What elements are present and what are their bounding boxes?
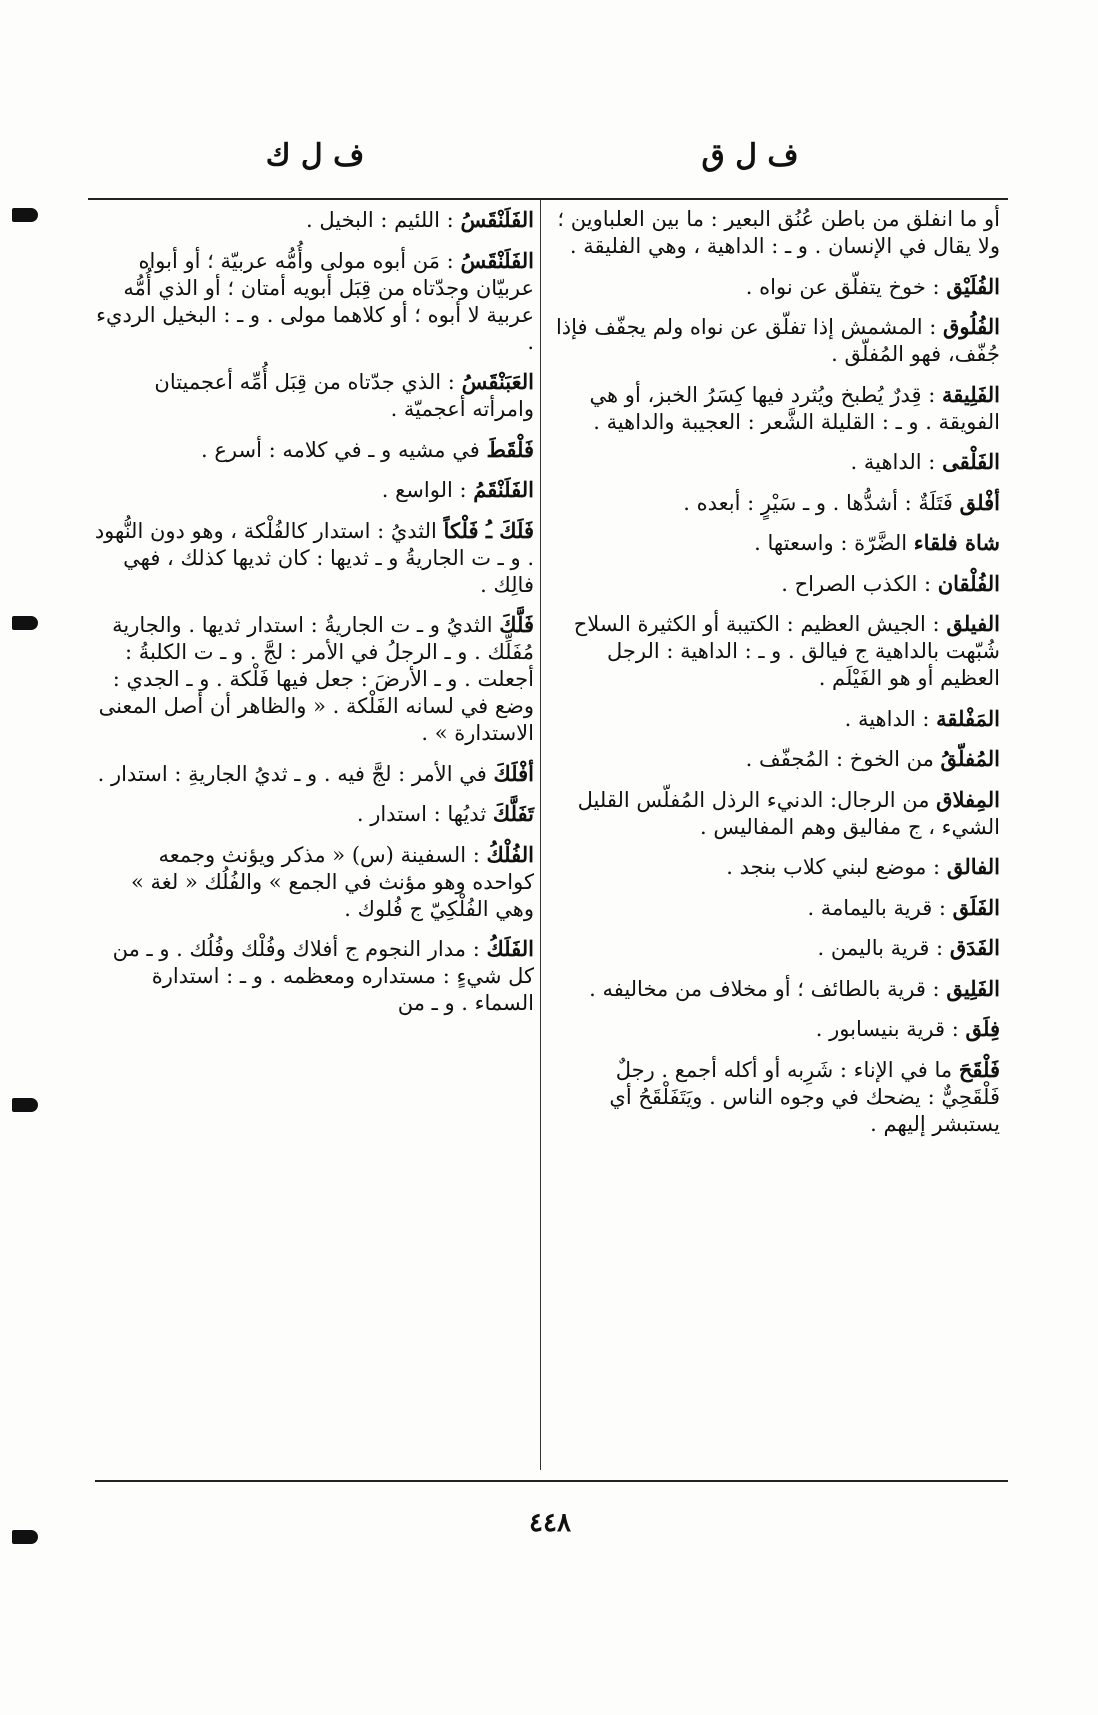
entry-text: : قرية بنيسابور .: [815, 1017, 959, 1041]
entry-text: ثديُها : استدار .: [356, 802, 487, 826]
entry-text: من الخوخ : المُجفّف .: [745, 747, 934, 771]
entry-text: : الجيش العظيم : الكتيبة أو الكثيرة السلاح شُبّهت بالداهية ج فيالق . و ـ : الداهية : الرجل العظيم أو هو الفَيْلَم .: [573, 612, 1000, 690]
edge-tab-mark: [12, 208, 38, 222]
entry-text: : موضع لبني كلاب بنجد .: [726, 855, 941, 879]
entry-text: : الداهية .: [850, 450, 936, 474]
entry: [552, 610, 1000, 692]
entry: [552, 489, 1000, 517]
entry: [92, 436, 534, 464]
entry-text: : الواسع .: [381, 478, 467, 502]
entry-text: : قرية باليمامة .: [807, 895, 946, 920]
headword: الفَلِيق: [946, 975, 1000, 1001]
headword: المُفلّقُ: [940, 746, 1000, 771]
entry: [552, 975, 1000, 1003]
headword: فَلْقَطَ: [486, 436, 534, 462]
entry: [552, 705, 1000, 733]
bottom-rule: [95, 1480, 1008, 1482]
entry: [552, 529, 1000, 557]
entry: [92, 760, 534, 788]
entry-text: الثديُ و ـ ت الجاريةُ : استدار ثديها . والجارية مُفَلِّك . و ـ الرجلُ في الأمر : لجَّ . و ـ ت الكلبةُ : أجعلت . و ـ الأرضَ : جعل فيها فَلْكة . و ـ الجدي : وضع في لسانه الفَلْكة . « والظاهر أن أصل المعنى الاستدارة » .: [98, 613, 534, 745]
headword: الفُلَيْق: [946, 273, 1000, 299]
headword: أفْلق: [959, 489, 1000, 515]
entry: [92, 247, 534, 356]
headword: الفالق: [946, 854, 1000, 879]
headword: العَبَنْقَسُ: [461, 369, 534, 394]
left-column-header: ف ل ك: [265, 138, 365, 173]
headword: الفُلُوق: [943, 314, 1000, 339]
entry: [92, 476, 534, 504]
entry: [552, 786, 1000, 841]
entry-text: الضَّرّة : واسعتها .: [754, 531, 908, 555]
left-column: [92, 206, 534, 1030]
headword: فَلَكَ ـُ فَلْكاً: [443, 517, 534, 543]
headword: الفُلْقان: [937, 570, 1000, 596]
entry: [552, 448, 1000, 476]
headword: الفُلْكُ: [486, 841, 534, 867]
headword: شاة فلقاء: [913, 530, 1000, 555]
entry: [552, 1056, 1000, 1138]
entry: [552, 934, 1000, 962]
edge-tab-mark: [12, 616, 38, 630]
entry-text: : المشمش إذا تفلّق عن نواه ولم يجفّف فإذا جُفّف، فهو المُفلّق .: [555, 315, 1000, 366]
edge-tab-mark: [12, 1530, 38, 1544]
entry-text: ما في الإناء : شَرِبه أو أكله أجمع . رجلٌ فَلْقَحِيٌّ : يضحك في وجوه الناس . ويَتَفَلْقَحُ أي يستبشر إليهم .: [609, 1057, 1000, 1136]
entry: [92, 206, 534, 234]
entry-text: : الذي جدّتاه من قِبَل أُمِّه أعجميتان وامرأته أعجميّة .: [154, 370, 534, 421]
headword: المِفلاق: [936, 786, 1000, 812]
top-rule: [88, 198, 1008, 200]
column-divider: [540, 200, 541, 1470]
entry: [552, 894, 1000, 922]
entry-text: : السفينة (س) « مذكر ويؤنث وجمعه كواحده وهو مؤنث في الجمع » والفُلُك « لغة » وهي الفُلْكِيّ ج فُلوك .: [130, 842, 534, 921]
entry: [552, 1015, 1000, 1043]
headword: الفَلَنْقَسُ: [460, 247, 534, 273]
entry-text: : اللئيم : البخيل .: [306, 208, 454, 232]
page-number: ٤٤٨: [529, 1508, 571, 1538]
entry: [552, 745, 1000, 773]
entry: [92, 800, 534, 828]
headword: المَفْلقة: [936, 705, 1000, 731]
right-column: [552, 206, 1000, 1150]
edge-tab-mark: [12, 1098, 38, 1112]
headword: فِلَق: [965, 1016, 1000, 1041]
headword: الفَدَق: [949, 935, 1000, 960]
headword: الفَلَنْقَمُ: [473, 477, 534, 502]
headword: الفَلِيقة: [941, 381, 1000, 407]
entry-text: : قرية باليمن .: [817, 936, 944, 960]
entry-text: : مَن أبوه مولى وأُمُّه عربيّة ؛ أو أبواه عربيّان وجدّتاه من قِبَل أبويه أمتان ؛ أو الذي أُمُّه عربية لا أبوه ؛ أو كلاهما مولى . و ـ : البخيل الرديء .: [96, 248, 534, 354]
headword: تَفَلَّكَ: [492, 801, 534, 826]
headword: الفَلَكُ: [486, 936, 534, 961]
entry-text: فَتَلَةٌ : أشدُّها . و ـ سَيْرٍ : أبعده .: [683, 490, 953, 515]
headword: أفْلَكَ: [493, 760, 534, 786]
entry: [552, 381, 1000, 436]
entry: [92, 611, 534, 747]
headword: الفيلق: [946, 611, 1000, 636]
headword: الفَلَنْقَسُ: [460, 207, 534, 232]
entry: [92, 841, 534, 923]
entry: [552, 313, 1000, 368]
headword: فَلْقَحَ: [958, 1056, 1000, 1082]
entry: [92, 368, 534, 423]
entry: [552, 570, 1000, 598]
entry-text: أو ما انفلق من باطن عُنُق البعير : ما بين العلباوين ؛ ولا يقال في الإنسان . و ـ : الداهية ، وهي الفليقة .: [557, 207, 1000, 258]
entry-text: : قِدرٌ يُطبخ ويُثرد فيها كِسَرُ الخبز، أو هي الفويقة . و ـ : القليلة الشَّعر : العجيبة والداهية .: [589, 382, 1000, 434]
headword: الفَلَق: [952, 894, 1000, 920]
entry: [552, 853, 1000, 881]
entry-text: : مدار النجوم ج أفلاك وفُلْك وفُلُك . و ـ من كل شيءٍ : مستداره ومعظمه . و ـ : استدارة السماء . و ـ من: [112, 937, 534, 1015]
entry-text: في مشيه و ـ في كلامه : أسرع .: [201, 437, 480, 462]
entry: [92, 517, 534, 599]
headword: الفَلْقى: [942, 449, 1000, 474]
entry: [552, 273, 1000, 301]
entry: [552, 206, 1000, 260]
entry-text: في الأمر : لجَّ فيه . و ـ ثديُ الجاريةِ : استدار .: [97, 761, 487, 786]
entry-text: : الداهية .: [844, 706, 930, 731]
entry-text: الثديُ : استدار كالفُلْكة ، وهو دون النُّهود . و ـ ت الجاريةُ و ـ ثديها : كان ثديها كذلك ، فهي فالِك .: [94, 518, 534, 597]
headword: فَلَّكَ: [499, 612, 534, 637]
entry-text: من الرجال: الدنيء الرذل المُفلّس القليل الشيء ، ج مفاليق وهم المفاليس .: [577, 787, 1000, 839]
entry-text: : قرية بالطائف ؛ أو مخلاف من مخاليفه .: [589, 976, 940, 1001]
entry: [92, 935, 534, 1017]
entry-text: : خوخ يتفلّق عن نواه .: [745, 274, 940, 299]
right-column-header: ف ل ق: [701, 138, 799, 173]
entry-text: : الكذب الصراح .: [781, 571, 932, 596]
